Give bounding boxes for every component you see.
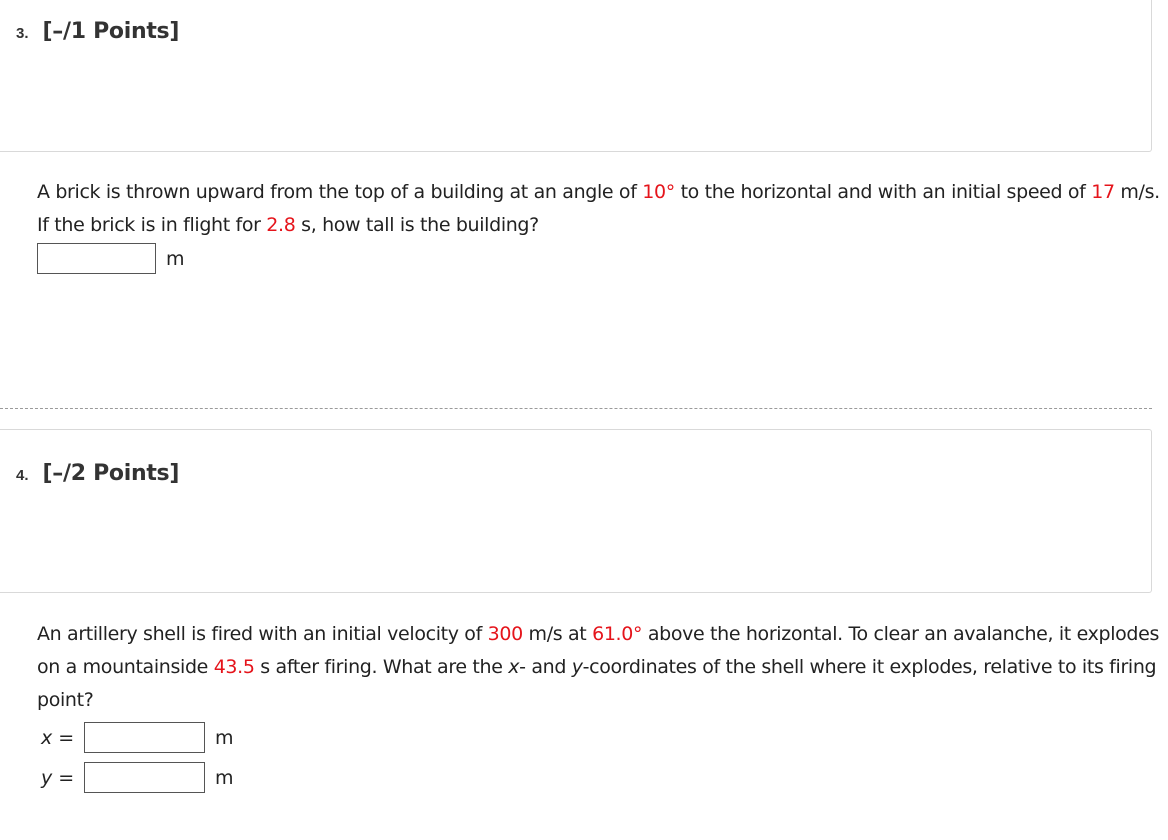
building-height-answer-row <box>37 243 185 274</box>
question-number: 3. <box>16 25 29 42</box>
question-text-segment: m/s at <box>522 623 593 645</box>
question-text-segment: s, how tall is the building? <box>295 214 539 236</box>
angle-value: 10° <box>642 181 675 203</box>
equals-sign: = <box>58 726 75 749</box>
question-points: [–/2 Points] <box>42 461 180 486</box>
question-4-text <box>37 618 1162 717</box>
question-text-segment: -coordinates of the shell where it explodes, relative to its firing point? <box>37 656 1157 711</box>
y-variable: y <box>571 656 583 678</box>
equals-sign: = <box>58 766 75 789</box>
y-label <box>37 767 84 789</box>
angle-value: 61.0° <box>592 623 643 645</box>
x-label-var: x <box>41 726 53 749</box>
y-coordinate-answer-row <box>37 762 234 793</box>
unit-label: m <box>215 766 234 789</box>
question-4-header-panel <box>0 429 1152 593</box>
y-label-var: y <box>41 766 53 789</box>
x-coordinate-answer-row <box>37 722 234 753</box>
time-value: 43.5 <box>213 656 255 678</box>
unit-label: m <box>215 726 234 749</box>
speed-value: 17 <box>1091 181 1115 203</box>
time-value: 2.8 <box>266 214 296 236</box>
question-3-header <box>16 19 179 44</box>
question-text-segment: above the horizontal. To clear an avalanche, it explodes on a mountainside <box>37 623 1160 678</box>
question-text-segment: - and <box>519 656 572 678</box>
y-coordinate-input[interactable] <box>84 762 205 793</box>
unit-label: m <box>166 247 185 270</box>
question-text-segment: An artillery shell is fired with an initial velocity of <box>37 623 488 645</box>
question-points: [–/1 Points] <box>42 19 180 44</box>
velocity-value: 300 <box>487 623 523 645</box>
x-label <box>37 727 84 749</box>
question-4-header <box>16 461 179 486</box>
building-height-input[interactable] <box>37 243 156 274</box>
question-number: 4. <box>16 467 29 484</box>
question-text-segment: to the horizontal and with an initial speed of <box>674 181 1092 203</box>
question-text-segment: m/s. If the brick is in flight for <box>37 181 1160 236</box>
x-coordinate-input[interactable] <box>84 722 205 753</box>
question-3-text <box>37 176 1162 242</box>
question-text-segment: s after firing. What are the <box>254 656 509 678</box>
x-variable: x <box>508 656 520 678</box>
question-divider <box>0 408 1152 409</box>
question-text-segment: A brick is thrown upward from the top of a building at an angle of <box>37 181 643 203</box>
